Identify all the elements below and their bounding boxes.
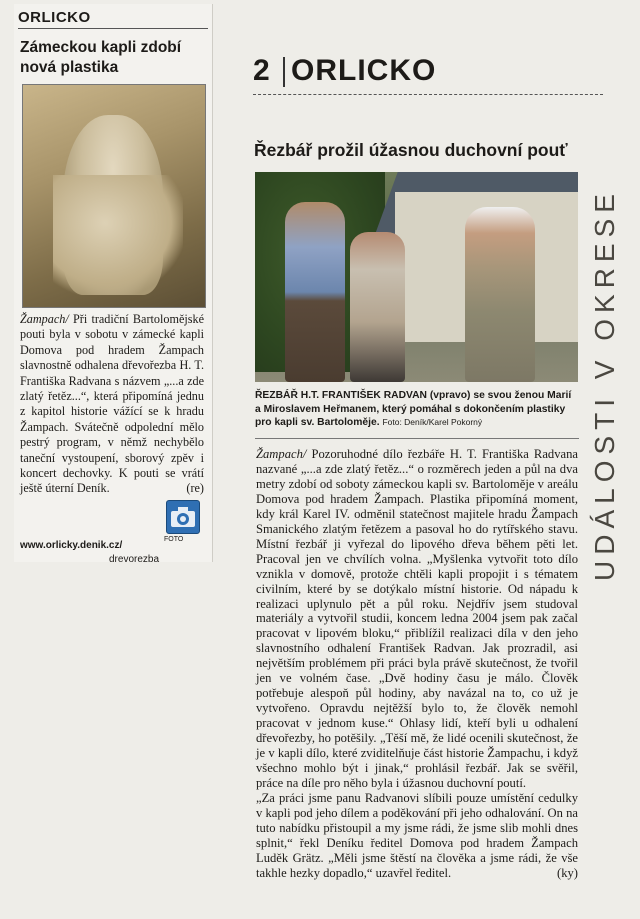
photo-person-right (465, 207, 535, 382)
left-article-url[interactable]: www.orlicky.denik.cz/ (20, 540, 123, 551)
page-number: 2 (253, 54, 270, 87)
left-article-signature: (re) (186, 481, 204, 496)
photo-caption (255, 389, 579, 430)
foto-label: FOTO (164, 536, 184, 543)
article-paragraph-1 (256, 447, 578, 791)
article-place: Žampach/ (256, 447, 307, 461)
article-paragraph-1-text: Pozoruhodné dílo řezbáře H. T. Františka Radvana nazvané „...a zde zlatý řetěz...“ o rozměrech jeden a půl na dva metry zdobí od soboty zámeckou kapli sv. Bartoloměje v areálu Domova pod hradem Žampach. Plastika připomíná moment, kdy král Karel IV. odměnil statečnost majitele hradu Žampach Smanického zlatým řetězem a pasoval ho do rytířského stavu. Místní řezbář ji vyřezal do lipového dřeva během pěti let. Pracoval jen ve chvílích volna. „Myšlenka vytvořit toto dílo vznikla v domově, protože chtěli kapli propojit i s tématem civilním, které by se dotýkalo místní historie. Od nápadu k realizaci uplynulo pět a půl roku. Nejdřív jsem studoval materiály a vytvořil studii, koncem ledna 2004 jsem pak začal pracovat v lipovém bloku,“ přiblížil realizaci díla v den jeho slavnostního odhalení František Radvan. Jak prozradil, asi největším problémem při práci byla právě skutečnost, že tvořil jen ve volném čase. „Dvě hodiny času je málo. Člověk potřebuje alespoň půl hodiny, aby navázal na to, co už je vytvořeno. Opravdu nejtěžší bylo to, že člověk nemohl pracovat v jednom kuse.“ Ohlasy lidí, kteří byli u odhalení dřevořezby, ho potěšily. „Těší mě, že lidé ocenili skutečnost, že je v kapli dílo, které zviditelňuje část historie Žampachu, i když všechno mohlo být i jinak,“ prohlásil řezbář. Jak se svěřil, práce na díle pro něho byla i úžasnou duchovní poutí. (256, 447, 578, 790)
page-header-divider (283, 57, 285, 87)
article-headline: Řezbář prožil úžasnou duchovní pouť (254, 140, 568, 160)
header-rule (253, 94, 603, 95)
camera-icon (166, 500, 200, 534)
foto-caption: drevorezba (109, 554, 160, 565)
left-article-title: Zámeckou kapli zdobí nová plastika (20, 39, 182, 76)
article-body (256, 447, 578, 881)
side-section-label: UDÁLOSTI V OKRESE (589, 188, 620, 582)
left-article-text (20, 312, 204, 497)
caption-rule (255, 438, 579, 439)
statue-photo (22, 84, 206, 308)
article-photo (255, 172, 578, 382)
left-article-body: Při tradiční Bartolomějské pouti byla v sobotu v zámecké kapli Domova pod hradem Žampach slavnostně odhalena dřevořezba H. T. Františka Radvana s názvem „...a zde zlatý řetěz...“, která připomíná jednu z kapitol historie vážící se k hradu Žampach. Svátečně odpolední mělo pestrý program, v němž nechybělo taneční vystoupení, sborový zpěv i koncert dechovky. K pouti se vrátí ještě úterní Deník. (20, 312, 204, 496)
photo-credit: Foto: Deník/Karel Pokorný (382, 417, 483, 427)
article-paragraph-2 (256, 791, 578, 881)
page-section-title: ORLICKO (291, 54, 437, 87)
left-section-rule (18, 28, 208, 29)
photo-person-middle (350, 232, 405, 382)
article-signature: (ky) (557, 865, 578, 880)
article-paragraph-2-text: „Za práci jsme panu Radvanovi slíbili pouze umístění cedulky v kapli pod jeho dílem a poděkování při jeho odhalování. On na tuto nabídku přistoupil a my jsme rádi, že jsme slib mohli dnes splnit,“ řekl Deníku ředitel Domova pod hradem Žampach Luděk Grätz. „Měli jsme štěstí na člověka a jsme rádi, že vše takhle hezky dopadlo,“ uzavřel ředitel. (256, 790, 578, 880)
left-article-place: Žampach/ (20, 312, 69, 326)
left-section-tag: ORLICKO (18, 9, 91, 26)
photo-person-left (285, 202, 345, 382)
statue-figure-lower (53, 175, 183, 295)
photo-caption-text: ŘEZBÁŘ H.T. FRANTIŠEK RADVAN (vpravo) se svou ženou Marií a Miroslavem Heřmanem, který pomáhal s dokončením plastiky pro kapli sv. Bartoloměje. (255, 390, 572, 428)
left-clipping (14, 4, 213, 565)
